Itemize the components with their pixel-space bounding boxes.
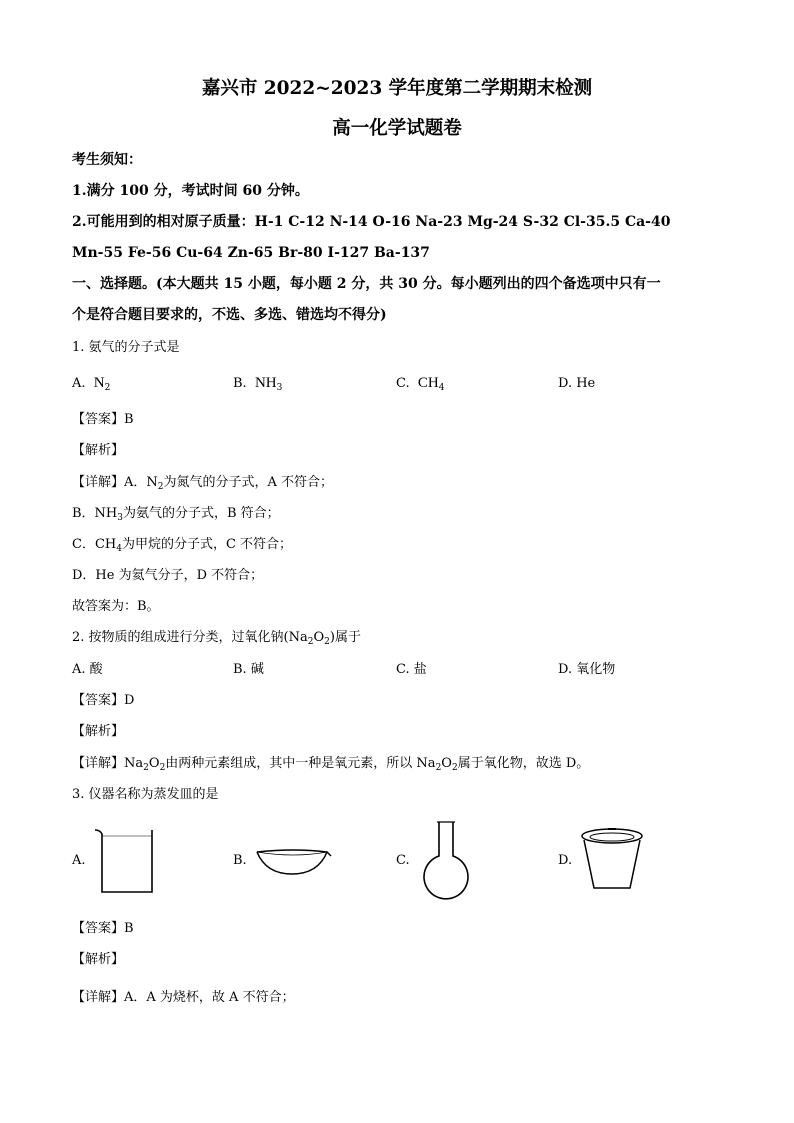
q1-detail-1-rest: 为氮气的分子式，A 不符合； bbox=[163, 475, 334, 490]
q1-detail-line-4: D．He 为氦气分子，D 不符合； bbox=[72, 568, 264, 583]
q2-stem-o: O bbox=[313, 630, 325, 645]
page-title: 嘉兴市 2022~2023 学年度第二学期期末检测 bbox=[201, 78, 593, 99]
q2-analysis-label: 【解析】 bbox=[72, 724, 125, 739]
notice-heading: 考生须知： bbox=[72, 152, 142, 168]
q3-answer bbox=[72, 920, 134, 938]
section-heading-line-2: 个是符合题目要求的，不选、多选、错选均不得分) bbox=[72, 307, 387, 323]
q1-detail-line-2 bbox=[72, 505, 280, 523]
q1-option-d: D. He bbox=[558, 376, 596, 391]
crucible-icon bbox=[578, 826, 646, 892]
q3-answer-label: 【答案】 bbox=[72, 921, 125, 936]
q1-stem: 1. 氨气的分子式是 bbox=[72, 340, 180, 355]
q3-option-b-label: B. bbox=[233, 853, 247, 868]
beaker-icon bbox=[92, 826, 158, 896]
q2-option-c: C. 盐 bbox=[396, 662, 427, 677]
q2-stem-text: 2. 按物质的组成进行分类，过氧化钠(Na bbox=[72, 630, 308, 645]
q1-option-b bbox=[233, 374, 282, 393]
q1-option-a-label: A. bbox=[72, 376, 86, 391]
q2-detail-sub-2: 2 bbox=[159, 763, 166, 773]
q2-answer-label: 【答案】 bbox=[72, 693, 125, 708]
q2-detail-rest: 属于氧化物，故选 D。 bbox=[457, 756, 590, 771]
q3-detail-1-text: A．A 为烧杯，故 A 不符合； bbox=[124, 990, 295, 1005]
q3-option-c-label: C. bbox=[396, 853, 410, 868]
q1-option-c-formula: CH bbox=[417, 375, 439, 391]
q3-stem: 3. 仪器名称为蒸发皿的是 bbox=[72, 787, 219, 802]
q2-stem-sub-1: 2 bbox=[307, 637, 314, 647]
q2-detail-sub-4: 2 bbox=[451, 763, 458, 773]
q1-detail-1-text: A．N bbox=[124, 475, 158, 490]
q2-detail-label: 【详解】 bbox=[72, 756, 125, 771]
q1-detail-line-1 bbox=[72, 474, 333, 492]
q1-detail-2-sub: 3 bbox=[117, 513, 123, 523]
q2-answer-value: D bbox=[124, 693, 135, 708]
q1-answer-label: 【答案】 bbox=[72, 412, 125, 427]
q1-detail-3-text: C．CH bbox=[72, 537, 117, 552]
q2-stem bbox=[72, 629, 361, 647]
notice-item-2-line-1: 2.可能用到的相对原子质量：H-1 C-12 N-14 O-16 Na-23 Mg-24 S-32 Cl-35.5 Ca-40 bbox=[72, 214, 671, 230]
page-subtitle: 高一化学试题卷 bbox=[332, 118, 462, 139]
q2-option-a: A. 酸 bbox=[72, 662, 103, 677]
q2-detail-o: O bbox=[148, 756, 160, 771]
q2-answer bbox=[72, 692, 134, 710]
q2-stem-sub-2: 2 bbox=[324, 637, 330, 647]
q3-analysis-label: 【解析】 bbox=[72, 952, 125, 967]
q3-detail-label: 【详解】 bbox=[72, 990, 125, 1005]
q1-analysis-label: 【解析】 bbox=[72, 443, 125, 458]
q1-answer-value: B bbox=[124, 412, 134, 427]
notice-item-1: 1.满分 100 分，考试时间 60 分钟。 bbox=[72, 183, 309, 199]
q2-detail-na: Na bbox=[124, 756, 144, 771]
q1-option-c-label: C. bbox=[396, 376, 410, 391]
q3-option-a-label: A. bbox=[72, 853, 86, 868]
q1-option-c-subscript: 4 bbox=[438, 383, 445, 393]
q3-answer-value: B bbox=[124, 921, 134, 936]
q1-detail-label: 【详解】 bbox=[72, 475, 125, 490]
round-bottom-flask-icon bbox=[418, 820, 474, 902]
q1-detail-3-sub: 4 bbox=[116, 544, 122, 554]
q1-option-a-formula: N bbox=[93, 375, 105, 391]
q1-option-a bbox=[72, 374, 110, 393]
q1-detail-1-sub: 2 bbox=[157, 482, 164, 492]
q1-option-c bbox=[396, 374, 444, 393]
q2-detail-line-1 bbox=[72, 755, 589, 773]
q1-option-b-subscript: 3 bbox=[276, 383, 283, 393]
q3-option-d-label: D. bbox=[558, 853, 573, 868]
q2-stem-rest: )属于 bbox=[329, 630, 361, 645]
q2-option-d: D. 氧化物 bbox=[558, 662, 616, 677]
q1-option-a-subscript: 2 bbox=[104, 383, 111, 393]
q1-detail-2-rest: 为氨气的分子式，B 符合； bbox=[123, 506, 280, 521]
notice-item-2-line-2: Mn-55 Fe-56 Cu-64 Zn-65 Br-80 I-127 Ba-137 bbox=[72, 245, 430, 261]
q2-detail-text: 由两种元素组成，其中一种是氧元素，所以 Na bbox=[165, 756, 436, 771]
q1-detail-line-3 bbox=[72, 536, 292, 554]
q1-option-b-formula: NH bbox=[254, 375, 277, 391]
q2-detail-o-2: O bbox=[441, 756, 452, 771]
q2-detail-sub-1: 2 bbox=[143, 763, 149, 773]
q1-option-b-label: B. bbox=[233, 376, 247, 391]
q2-detail-sub-3: 2 bbox=[435, 763, 442, 773]
q3-detail-line-1 bbox=[72, 989, 295, 1007]
q1-detail-2-text: B．NH bbox=[72, 506, 118, 521]
q1-conclusion: 故答案为：B。 bbox=[72, 599, 160, 614]
q2-option-b: B. 碱 bbox=[233, 662, 264, 677]
q1-answer bbox=[72, 411, 134, 429]
q1-detail-3-rest: 为甲烷的分子式，C 不符合； bbox=[121, 537, 293, 552]
section-heading-line-1: 一、选择题。(本大题共 15 小题，每小题 2 分，共 30 分。每小题列出的四个备选项中只有一 bbox=[72, 276, 661, 292]
evaporating-dish-icon bbox=[254, 846, 334, 880]
